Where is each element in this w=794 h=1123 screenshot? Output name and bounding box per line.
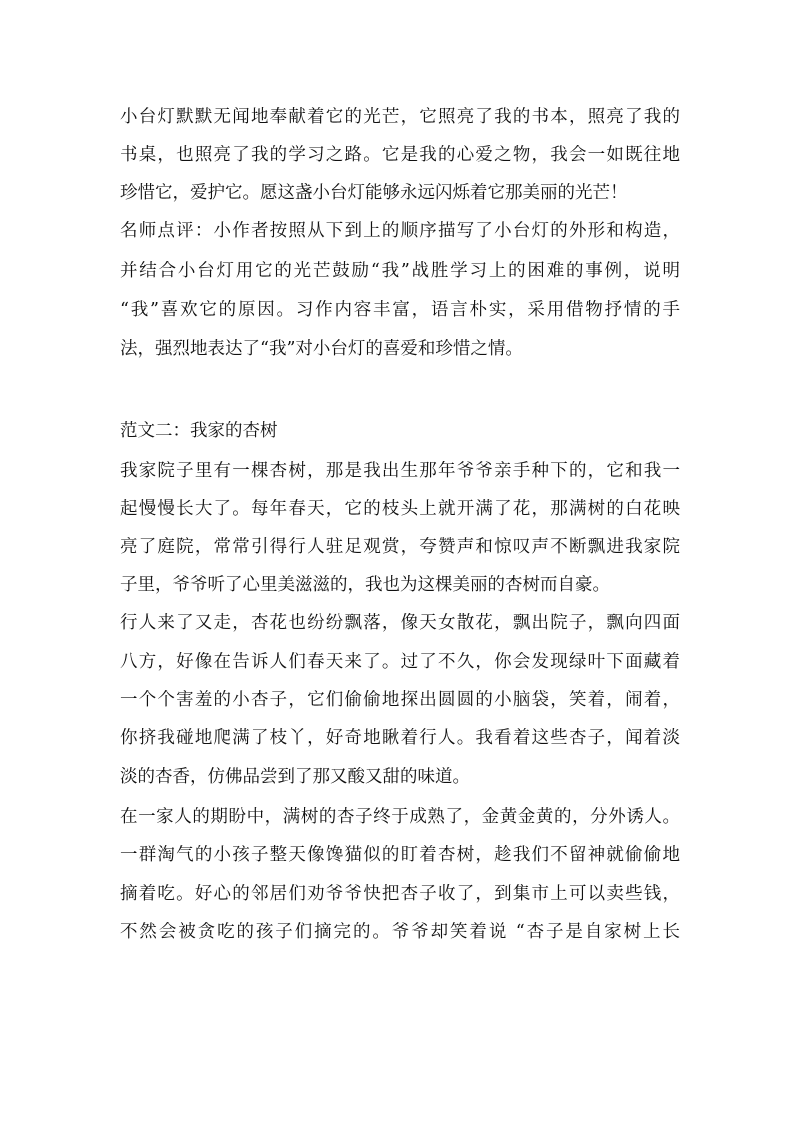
- text-line: 并结合小台灯用它的光芒鼓励“我”战胜学习上的困难的事例，说明: [120, 261, 680, 281]
- text-line: 行人来了又走，杏花也纷纷飘落，像天女散花，飘出院子，飘向四面: [120, 613, 680, 633]
- text-line: 名师点评：小作者按照从下到上的顺序描写了小台灯的外形和构造，: [120, 221, 680, 241]
- section-heading: 范文二：我家的杏树: [120, 421, 278, 441]
- text-line: 一群淘气的小孩子整天像馋猫似的盯着杏树，趁我们不留神就偷偷地: [120, 845, 680, 865]
- text-line: 八方，好像在告诉人们春天来了。过了不久，你会发现绿叶下面藏着: [120, 652, 680, 672]
- text-line: 摘着吃。好心的邻居们劝爷爷快把杏子收了，到集市上可以卖些钱，: [120, 884, 680, 904]
- text-line: 淡的杏香，仿佛品尝到了那又酸又甜的味道。: [120, 767, 470, 787]
- text-line: 子里，爷爷听了心里美滋滋的，我也为这棵美丽的杏树而自豪。: [120, 575, 610, 595]
- text-line: 法，强烈地表达了“我”对小台灯的喜爱和珍惜之情。: [120, 339, 523, 359]
- text-line: 我家院子里有一棵杏树，那是我出生那年爷爷亲手种下的，它和我一: [120, 461, 680, 481]
- text-line: 书桌，也照亮了我的学习之路。它是我的心爱之物，我会一如既往地: [120, 145, 680, 165]
- text-line: 不然会被贪吃的孩子们摘完的。爷爷却笑着说 “杏子是自家树上长: [120, 922, 680, 942]
- text-line: 珍惜它，爱护它。愿这盏小台灯能够永远闪烁着它那美丽的光芒！: [120, 183, 628, 203]
- text-line: 起慢慢长大了。每年春天，它的枝头上就开满了花，那满树的白花映: [120, 499, 680, 519]
- text-line: 你挤我碰地爬满了枝丫，好奇地瞅着行人。我看着这些杏子，闻着淡: [120, 728, 680, 748]
- text-line: “我”喜欢它的原因。习作内容丰富，语言朴实，采用借物抒情的手: [120, 300, 680, 320]
- text-line: 小台灯默默无闻地奉献着它的光芒，它照亮了我的书本，照亮了我的: [120, 107, 680, 127]
- text-line: 在一家人的期盼中，满树的杏子终于成熟了，金黄金黄的，分外诱人。: [120, 807, 680, 827]
- text-line: 一个个害羞的小杏子，它们偷偷地探出圆圆的小脑袋，笑着，闹着，: [120, 690, 680, 710]
- text-line: 亮了庭院，常常引得行人驻足观赏，夸赞声和惊叹声不断飘进我家院: [120, 537, 680, 557]
